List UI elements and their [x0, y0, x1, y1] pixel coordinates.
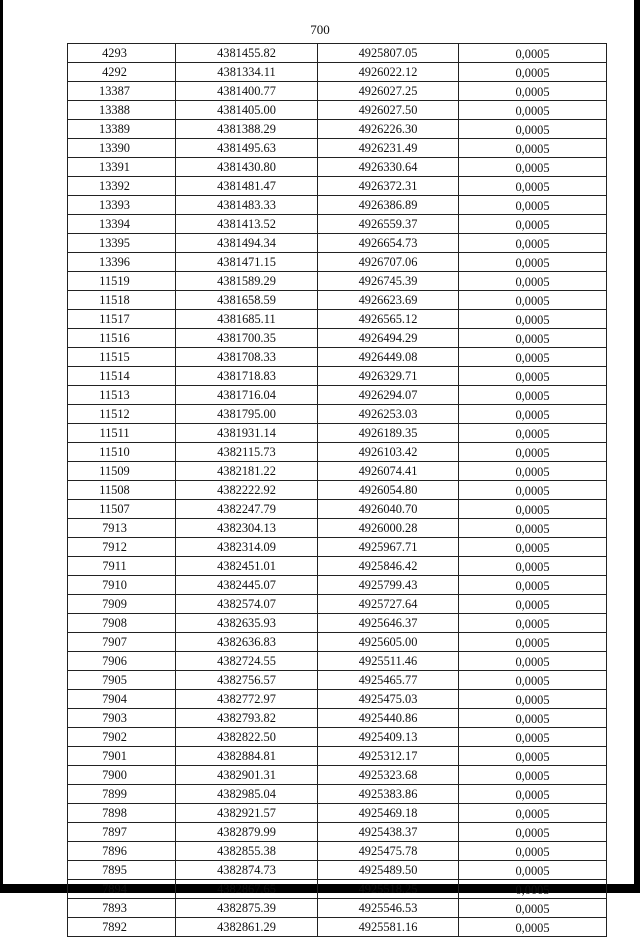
point-number-cell: 7904 — [68, 690, 176, 709]
y-coordinate-cell: 4925475.03 — [318, 690, 459, 709]
x-coordinate-cell: 4382636.83 — [176, 633, 318, 652]
point-number-cell: 7913 — [68, 519, 176, 538]
deviation-cell: 0,0005 — [459, 424, 607, 443]
y-coordinate-cell: 4925489.50 — [318, 861, 459, 880]
table-row — [68, 63, 607, 82]
deviation-cell: 0,0005 — [459, 880, 607, 899]
x-coordinate-cell: 4382314.09 — [176, 538, 318, 557]
table-row — [68, 82, 607, 101]
point-number-cell: 7903 — [68, 709, 176, 728]
table-row — [68, 747, 607, 766]
deviation-cell: 0,0005 — [459, 348, 607, 367]
y-coordinate-cell: 4926253.03 — [318, 405, 459, 424]
deviation-cell: 0,0005 — [459, 576, 607, 595]
table-row — [68, 177, 607, 196]
deviation-cell: 0,0005 — [459, 63, 607, 82]
y-coordinate-cell: 4926449.08 — [318, 348, 459, 367]
y-coordinate-cell: 4926231.49 — [318, 139, 459, 158]
y-coordinate-cell: 4926027.25 — [318, 82, 459, 101]
x-coordinate-cell: 4382793.82 — [176, 709, 318, 728]
y-coordinate-cell: 4925438.37 — [318, 823, 459, 842]
point-number-cell: 13391 — [68, 158, 176, 177]
x-coordinate-cell: 4382861.29 — [176, 918, 318, 937]
x-coordinate-cell: 4382724.55 — [176, 652, 318, 671]
table-row — [68, 139, 607, 158]
table-row — [68, 785, 607, 804]
table-row — [68, 690, 607, 709]
table-row — [68, 899, 607, 918]
deviation-cell: 0,0005 — [459, 120, 607, 139]
deviation-cell: 0,0005 — [459, 671, 607, 690]
point-number-cell: 7905 — [68, 671, 176, 690]
y-coordinate-cell: 4926330.64 — [318, 158, 459, 177]
table-row — [68, 291, 607, 310]
deviation-cell: 0,0005 — [459, 139, 607, 158]
y-coordinate-cell: 4926040.70 — [318, 500, 459, 519]
table-row — [68, 728, 607, 747]
y-coordinate-cell: 4925967.71 — [318, 538, 459, 557]
table-row — [68, 158, 607, 177]
x-coordinate-cell: 4381455.82 — [176, 44, 318, 63]
table-row — [68, 215, 607, 234]
point-number-cell: 11517 — [68, 310, 176, 329]
deviation-cell: 0,0005 — [459, 500, 607, 519]
table-row — [68, 481, 607, 500]
x-coordinate-cell: 4382574.07 — [176, 595, 318, 614]
deviation-cell: 0,0005 — [459, 291, 607, 310]
x-coordinate-cell: 4382772.97 — [176, 690, 318, 709]
table-row — [68, 671, 607, 690]
x-coordinate-cell: 4381334.11 — [176, 63, 318, 82]
y-coordinate-cell: 4926054.80 — [318, 481, 459, 500]
deviation-cell: 0,0005 — [459, 367, 607, 386]
point-number-cell: 7907 — [68, 633, 176, 652]
deviation-cell: 0,0005 — [459, 728, 607, 747]
y-coordinate-cell: 4926386.89 — [318, 196, 459, 215]
x-coordinate-cell: 4382304.13 — [176, 519, 318, 538]
table-row — [68, 880, 607, 899]
x-coordinate-cell: 4382884.81 — [176, 747, 318, 766]
x-coordinate-cell: 4381495.63 — [176, 139, 318, 158]
x-coordinate-cell: 4381589.29 — [176, 272, 318, 291]
table-row — [68, 44, 607, 63]
y-coordinate-cell: 4925518.25 — [318, 880, 459, 899]
point-number-cell: 7909 — [68, 595, 176, 614]
table-row — [68, 614, 607, 633]
deviation-cell: 0,0005 — [459, 804, 607, 823]
deviation-cell: 0,0005 — [459, 272, 607, 291]
y-coordinate-cell: 4926103.42 — [318, 443, 459, 462]
x-coordinate-cell: 4382867.65 — [176, 880, 318, 899]
y-coordinate-cell: 4925581.16 — [318, 918, 459, 937]
table-row — [68, 823, 607, 842]
point-number-cell: 7900 — [68, 766, 176, 785]
point-number-cell: 7897 — [68, 823, 176, 842]
x-coordinate-cell: 4382901.31 — [176, 766, 318, 785]
y-coordinate-cell: 4925465.77 — [318, 671, 459, 690]
point-number-cell: 11510 — [68, 443, 176, 462]
table-row — [68, 633, 607, 652]
y-coordinate-cell: 4925383.86 — [318, 785, 459, 804]
x-coordinate-cell: 4381795.00 — [176, 405, 318, 424]
y-coordinate-cell: 4926189.35 — [318, 424, 459, 443]
deviation-cell: 0,0005 — [459, 196, 607, 215]
y-coordinate-cell: 4926654.73 — [318, 234, 459, 253]
point-number-cell: 13387 — [68, 82, 176, 101]
y-coordinate-cell: 4925440.86 — [318, 709, 459, 728]
x-coordinate-cell: 4381716.04 — [176, 386, 318, 405]
y-coordinate-cell: 4925546.53 — [318, 899, 459, 918]
scan-border-left — [0, 0, 3, 893]
table-row — [68, 272, 607, 291]
table-row — [68, 367, 607, 386]
x-coordinate-cell: 4381658.59 — [176, 291, 318, 310]
x-coordinate-cell: 4381430.80 — [176, 158, 318, 177]
point-number-cell: 13389 — [68, 120, 176, 139]
point-number-cell: 7898 — [68, 804, 176, 823]
table-row — [68, 557, 607, 576]
y-coordinate-cell: 4926623.69 — [318, 291, 459, 310]
y-coordinate-cell: 4925727.64 — [318, 595, 459, 614]
table-row — [68, 804, 607, 823]
x-coordinate-cell: 4382181.22 — [176, 462, 318, 481]
y-coordinate-cell: 4925469.18 — [318, 804, 459, 823]
point-number-cell: 11515 — [68, 348, 176, 367]
x-coordinate-cell: 4382879.99 — [176, 823, 318, 842]
point-number-cell: 7894 — [68, 880, 176, 899]
table-row — [68, 500, 607, 519]
table-row — [68, 766, 607, 785]
x-coordinate-cell: 4381931.14 — [176, 424, 318, 443]
deviation-cell: 0,0005 — [459, 158, 607, 177]
point-number-cell: 11511 — [68, 424, 176, 443]
deviation-cell: 0,0005 — [459, 386, 607, 405]
deviation-cell: 0,0005 — [459, 899, 607, 918]
deviation-cell: 0,0005 — [459, 823, 607, 842]
point-number-cell: 11513 — [68, 386, 176, 405]
deviation-cell: 0,0005 — [459, 44, 607, 63]
point-number-cell: 11507 — [68, 500, 176, 519]
x-coordinate-cell: 4381388.29 — [176, 120, 318, 139]
point-number-cell: 13395 — [68, 234, 176, 253]
scan-border-right — [634, 0, 640, 893]
point-number-cell: 7902 — [68, 728, 176, 747]
point-number-cell: 11516 — [68, 329, 176, 348]
point-number-cell: 7911 — [68, 557, 176, 576]
deviation-cell: 0,0005 — [459, 690, 607, 709]
deviation-cell: 0,0005 — [459, 481, 607, 500]
table-row — [68, 595, 607, 614]
x-coordinate-cell: 4381685.11 — [176, 310, 318, 329]
point-number-cell: 7901 — [68, 747, 176, 766]
deviation-cell: 0,0005 — [459, 595, 607, 614]
y-coordinate-cell: 4925511.46 — [318, 652, 459, 671]
y-coordinate-cell: 4926707.06 — [318, 253, 459, 272]
table-row — [68, 652, 607, 671]
deviation-cell: 0,0005 — [459, 918, 607, 937]
deviation-cell: 0,0005 — [459, 462, 607, 481]
y-coordinate-cell: 4925846.42 — [318, 557, 459, 576]
x-coordinate-cell: 4381400.77 — [176, 82, 318, 101]
x-coordinate-cell: 4381413.52 — [176, 215, 318, 234]
y-coordinate-cell: 4926329.71 — [318, 367, 459, 386]
table-row — [68, 576, 607, 595]
table-row — [68, 101, 607, 120]
point-number-cell: 13390 — [68, 139, 176, 158]
y-coordinate-cell: 4926745.39 — [318, 272, 459, 291]
deviation-cell: 0,0005 — [459, 842, 607, 861]
x-coordinate-cell: 4382921.57 — [176, 804, 318, 823]
x-coordinate-cell: 4382451.01 — [176, 557, 318, 576]
page-number: 700 — [310, 22, 330, 37]
table-row — [68, 709, 607, 728]
deviation-cell: 0,0005 — [459, 443, 607, 462]
point-number-cell: 11508 — [68, 481, 176, 500]
table-row — [68, 120, 607, 139]
point-number-cell: 7912 — [68, 538, 176, 557]
table-row — [68, 348, 607, 367]
deviation-cell: 0,0005 — [459, 538, 607, 557]
y-coordinate-cell: 4926027.50 — [318, 101, 459, 120]
point-number-cell: 7892 — [68, 918, 176, 937]
y-coordinate-cell: 4925323.68 — [318, 766, 459, 785]
y-coordinate-cell: 4926226.30 — [318, 120, 459, 139]
y-coordinate-cell: 4925605.00 — [318, 633, 459, 652]
x-coordinate-cell: 4382756.57 — [176, 671, 318, 690]
y-coordinate-cell: 4925799.43 — [318, 576, 459, 595]
x-coordinate-cell: 4381405.00 — [176, 101, 318, 120]
x-coordinate-cell: 4381708.33 — [176, 348, 318, 367]
y-coordinate-cell: 4925807.05 — [318, 44, 459, 63]
point-number-cell: 13388 — [68, 101, 176, 120]
deviation-cell: 0,0005 — [459, 766, 607, 785]
deviation-cell: 0,0005 — [459, 215, 607, 234]
y-coordinate-cell: 4925646.37 — [318, 614, 459, 633]
y-coordinate-cell: 4926074.41 — [318, 462, 459, 481]
table-row — [68, 861, 607, 880]
point-number-cell: 7908 — [68, 614, 176, 633]
point-number-cell: 7899 — [68, 785, 176, 804]
table-row — [68, 234, 607, 253]
x-coordinate-cell: 4382855.38 — [176, 842, 318, 861]
table-row — [68, 842, 607, 861]
y-coordinate-cell: 4925312.17 — [318, 747, 459, 766]
point-number-cell: 13396 — [68, 253, 176, 272]
point-number-cell: 11518 — [68, 291, 176, 310]
table-row — [68, 918, 607, 937]
point-number-cell: 4292 — [68, 63, 176, 82]
x-coordinate-cell: 4382875.39 — [176, 899, 318, 918]
point-number-cell: 11519 — [68, 272, 176, 291]
x-coordinate-cell: 4382247.79 — [176, 500, 318, 519]
table-row — [68, 519, 607, 538]
table-row — [68, 253, 607, 272]
deviation-cell: 0,0005 — [459, 557, 607, 576]
x-coordinate-cell: 4381494.34 — [176, 234, 318, 253]
table-row — [68, 538, 607, 557]
deviation-cell: 0,0005 — [459, 785, 607, 804]
table-row — [68, 329, 607, 348]
deviation-cell: 0,0005 — [459, 82, 607, 101]
point-number-cell: 7910 — [68, 576, 176, 595]
table-row — [68, 196, 607, 215]
x-coordinate-cell: 4382222.92 — [176, 481, 318, 500]
point-number-cell: 13393 — [68, 196, 176, 215]
deviation-cell: 0,0005 — [459, 405, 607, 424]
y-coordinate-cell: 4925475.78 — [318, 842, 459, 861]
deviation-cell: 0,0005 — [459, 747, 607, 766]
table-row — [68, 310, 607, 329]
y-coordinate-cell: 4926565.12 — [318, 310, 459, 329]
point-number-cell: 11514 — [68, 367, 176, 386]
x-coordinate-cell: 4381481.47 — [176, 177, 318, 196]
y-coordinate-cell: 4926372.31 — [318, 177, 459, 196]
x-coordinate-cell: 4382874.73 — [176, 861, 318, 880]
coordinates-table — [67, 43, 607, 937]
deviation-cell: 0,0005 — [459, 234, 607, 253]
y-coordinate-cell: 4926559.37 — [318, 215, 459, 234]
table-row — [68, 443, 607, 462]
deviation-cell: 0,0005 — [459, 177, 607, 196]
x-coordinate-cell: 4381700.35 — [176, 329, 318, 348]
table-row — [68, 386, 607, 405]
x-coordinate-cell: 4382635.93 — [176, 614, 318, 633]
y-coordinate-cell: 4926022.12 — [318, 63, 459, 82]
x-coordinate-cell: 4381718.83 — [176, 367, 318, 386]
deviation-cell: 0,0005 — [459, 633, 607, 652]
point-number-cell: 11509 — [68, 462, 176, 481]
deviation-cell: 0,0005 — [459, 310, 607, 329]
table-row — [68, 462, 607, 481]
x-coordinate-cell: 4382985.04 — [176, 785, 318, 804]
deviation-cell: 0,0005 — [459, 652, 607, 671]
deviation-cell: 0,0005 — [459, 614, 607, 633]
table-row — [68, 424, 607, 443]
point-number-cell: 11512 — [68, 405, 176, 424]
point-number-cell: 4293 — [68, 44, 176, 63]
deviation-cell: 0,0005 — [459, 709, 607, 728]
point-number-cell: 7906 — [68, 652, 176, 671]
point-number-cell: 13394 — [68, 215, 176, 234]
x-coordinate-cell: 4381471.15 — [176, 253, 318, 272]
deviation-cell: 0,0005 — [459, 519, 607, 538]
y-coordinate-cell: 4926494.29 — [318, 329, 459, 348]
x-coordinate-cell: 4381483.33 — [176, 196, 318, 215]
x-coordinate-cell: 4382445.07 — [176, 576, 318, 595]
deviation-cell: 0,0005 — [459, 861, 607, 880]
point-number-cell: 7895 — [68, 861, 176, 880]
x-coordinate-cell: 4382822.50 — [176, 728, 318, 747]
y-coordinate-cell: 4926294.07 — [318, 386, 459, 405]
point-number-cell: 7893 — [68, 899, 176, 918]
point-number-cell: 7896 — [68, 842, 176, 861]
y-coordinate-cell: 4925409.13 — [318, 728, 459, 747]
x-coordinate-cell: 4382115.73 — [176, 443, 318, 462]
table-row — [68, 405, 607, 424]
y-coordinate-cell: 4926000.28 — [318, 519, 459, 538]
deviation-cell: 0,0005 — [459, 329, 607, 348]
deviation-cell: 0,0005 — [459, 253, 607, 272]
deviation-cell: 0,0005 — [459, 101, 607, 120]
point-number-cell: 13392 — [68, 177, 176, 196]
